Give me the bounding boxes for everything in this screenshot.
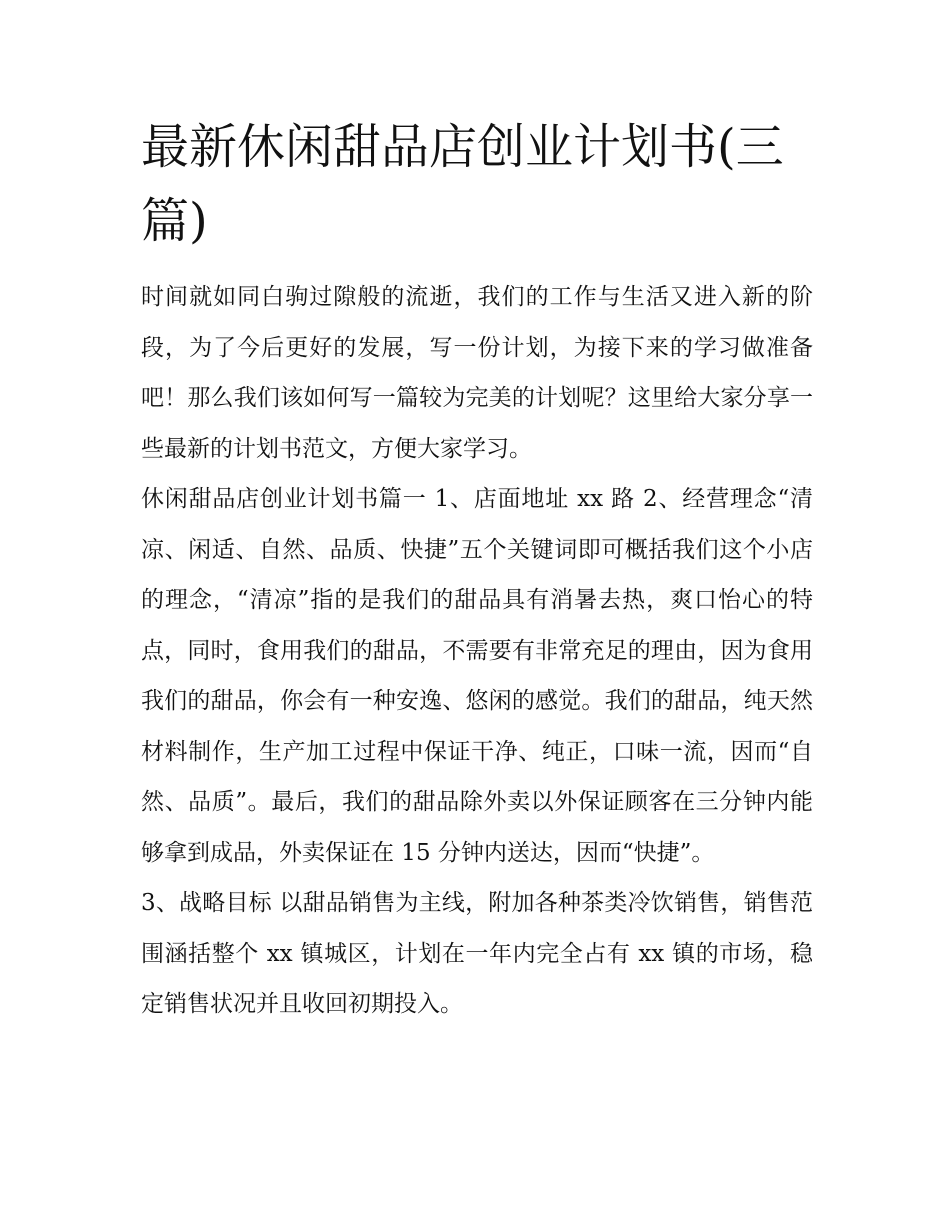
strategy-goal-paragraph: 3、战略目标 以甜品销售为主线，附加各种茶类冷饮销售，销售范围涵括整个 xx 镇城区，计划在一年内完全占有 xx 镇的市场，稳定销售状况并且收回初期投入。: [141, 890, 813, 1017]
intro-paragraph: 时间就如同白驹过隙般的流逝，我们的工作与生活又进入新的阶段，为了今后更好的发展，写一份计划，为接下来的学习做准备吧！那么我们该如何写一篇较为完美的计划呢？这里给大家分享一些最新的计划书范文，方便大家学习。: [141, 284, 813, 462]
document-title: 最新休闲甜品店创业计划书(三篇): [141, 119, 784, 249]
document-page: [141, 110, 813, 1030]
plan-section-one-paragraph: 休闲甜品店创业计划书篇一 1、店面地址 xx 路 2、经营理念“清凉、闲适、自然、品质、快捷”五个关键词即可概括我们这个小店的理念，“清凉”指的是我们的甜品具有消暑去热，爽口怡心的特点，同时，食用我们的甜品，不需要有非常充足的理由，因为食用我们的甜品，你会有一种安逸、悠闲的感觉。我们的甜品，纯天然材料制作，生产加工过程中保证干净、纯正，口味一流，因而“自然、品质”。最后，我们的甜品除外卖以外保证顾客在三分钟内能够拿到成品，外卖保证在 15 分钟内送达，因而“快捷”。: [141, 486, 813, 866]
